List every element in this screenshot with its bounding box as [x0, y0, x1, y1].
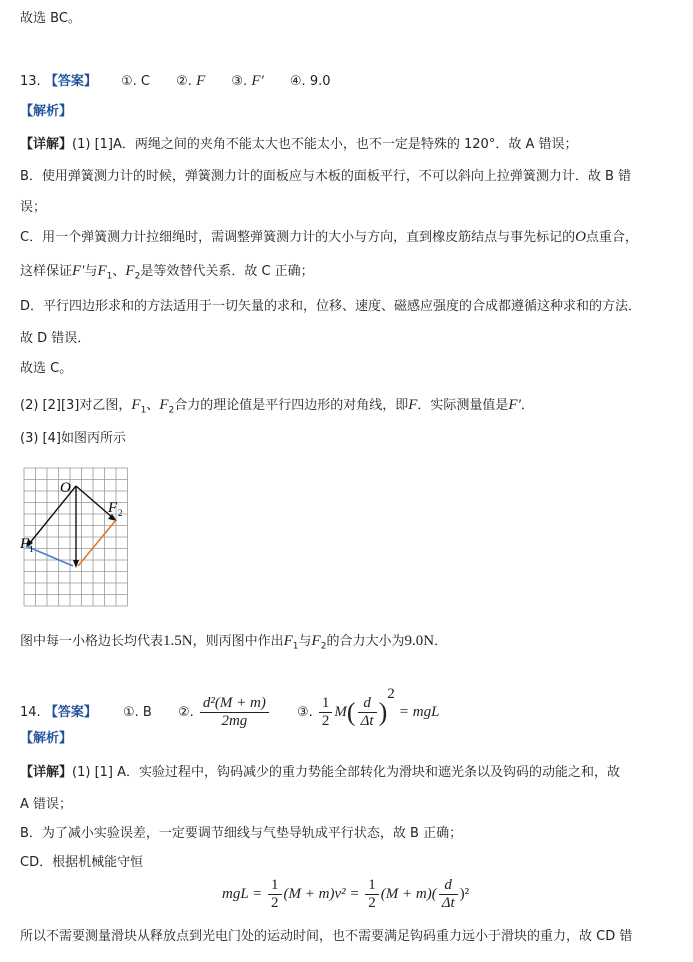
- detail-tag: 【详解】: [20, 137, 73, 152]
- fraction: $\frac{\text{d²(M + m)}}{2mg}$: [200, 695, 269, 730]
- fraction: $\frac{d}{\Delta t}$: [358, 695, 377, 730]
- answer-item: ③. $\frac{1}{2}$ M( $\frac{d}{\Delta t}$ )$^2$ = mgL: [296, 686, 440, 729]
- fraction: $\frac{1}{2}$: [268, 877, 282, 912]
- text-line: D．平行四边形求和的方法适用于一切矢量的求和，位移、速度、磁感应强度的合成都遵循这种求和的方法．: [20, 299, 642, 314]
- text-line: C．用一个弹簧测力计拉细绳时，需调整弹簧测力计的大小与方向，直到橡皮筋结点与事先标记的O点重合，: [20, 229, 638, 245]
- answer-line-13: [20, 72, 331, 91]
- answer-item: ①. C: [120, 74, 150, 89]
- text-line: (3) [4]如图丙所示: [20, 431, 126, 446]
- answer-item: ②. $\frac{\text{d²(M + m)}}{2mg}$: [178, 705, 275, 720]
- fraction: $\frac{1}{2}$: [319, 695, 333, 730]
- answer-item: ④. 9.0: [289, 74, 331, 89]
- answer-item: ①. B: [122, 705, 152, 720]
- fraction: $\frac{1}{2}$: [365, 877, 379, 912]
- text-line: 故选 BC。: [20, 11, 81, 26]
- analysis-tag: 【解析】: [20, 731, 73, 746]
- fraction: $\frac{d}{\Delta t}$: [439, 877, 458, 912]
- detail-tag: 【详解】: [20, 765, 73, 780]
- arrow-head-resultant: [73, 560, 79, 568]
- answer-item: ③. F′: [231, 73, 264, 89]
- text-line: B．为了减小实验误差，一定要调节细线与气垫导轨成平行状态，故 B 正确；: [20, 826, 463, 841]
- text-line: CD．根据机械能守恒: [20, 855, 144, 870]
- label-f1: F: [20, 536, 30, 552]
- parallel-line-orange: [78, 520, 116, 566]
- text-line: 【详解】(1) [1] A．实验过程中，钩码减少的重力势能全部转化为滑块和遮光条以及钩码的动能之和，故: [20, 765, 621, 780]
- text-line: (2) [2][3]对乙图，$F_1$、$F_2$合力的理论值是平行四边形的对角线，即F．实际测量值是F′．: [20, 397, 534, 416]
- text-line: 所以不需要测量滑块从释放点到光电门处的运动时间，也不需要满足钩码重力远小于滑块的重力，故 CD 错: [20, 929, 633, 944]
- text-line: 图中每一小格边长均代表1.5N，则丙图中作出$F_1$与$F_2$的合力大小为9.0N．: [20, 633, 448, 652]
- answer-item: ②. F: [176, 73, 206, 89]
- text-line: A 错误；: [20, 797, 73, 812]
- text-line: B．使用弹簧测力计的时候，弹簧测力计的面板应与木板的面板平行，不可以斜向上拉弹簧测力计．故 B 错: [20, 169, 632, 184]
- text-line: 【详解】(1) [1]A．两绳之间的夹角不能太大也不能太小，也不一定是特殊的 120°．故 A 错误；: [20, 137, 578, 152]
- label-f1-sub: 1: [29, 544, 34, 554]
- equation-line: mgL = $\frac{1}{2}$ (M + m)v² = $\frac{1}{2}$ (M + m)( $\frac{d}{\Delta t}$ )²: [222, 877, 470, 912]
- text-line: 故选 C。: [20, 361, 73, 376]
- analysis-tag: 【解析】: [20, 104, 73, 119]
- text-line: 故 D 错误．: [20, 331, 91, 346]
- answer-line-14: [20, 674, 439, 733]
- question-number: 13.: [20, 74, 41, 89]
- question-number: 14.: [20, 705, 41, 720]
- label-o: O: [60, 480, 71, 496]
- label-f2-sub: 2: [118, 508, 123, 518]
- text-line: 这样保证F′与$F_1$、$F_2$是等效替代关系．故 C 正确；: [20, 263, 314, 282]
- label-f2: F: [108, 500, 118, 516]
- text-line: 误；: [20, 200, 47, 215]
- answer-tag: 【答案】: [44, 74, 97, 89]
- answer-tag: 【答案】: [44, 705, 97, 720]
- force-grid-diagram: [20, 464, 130, 612]
